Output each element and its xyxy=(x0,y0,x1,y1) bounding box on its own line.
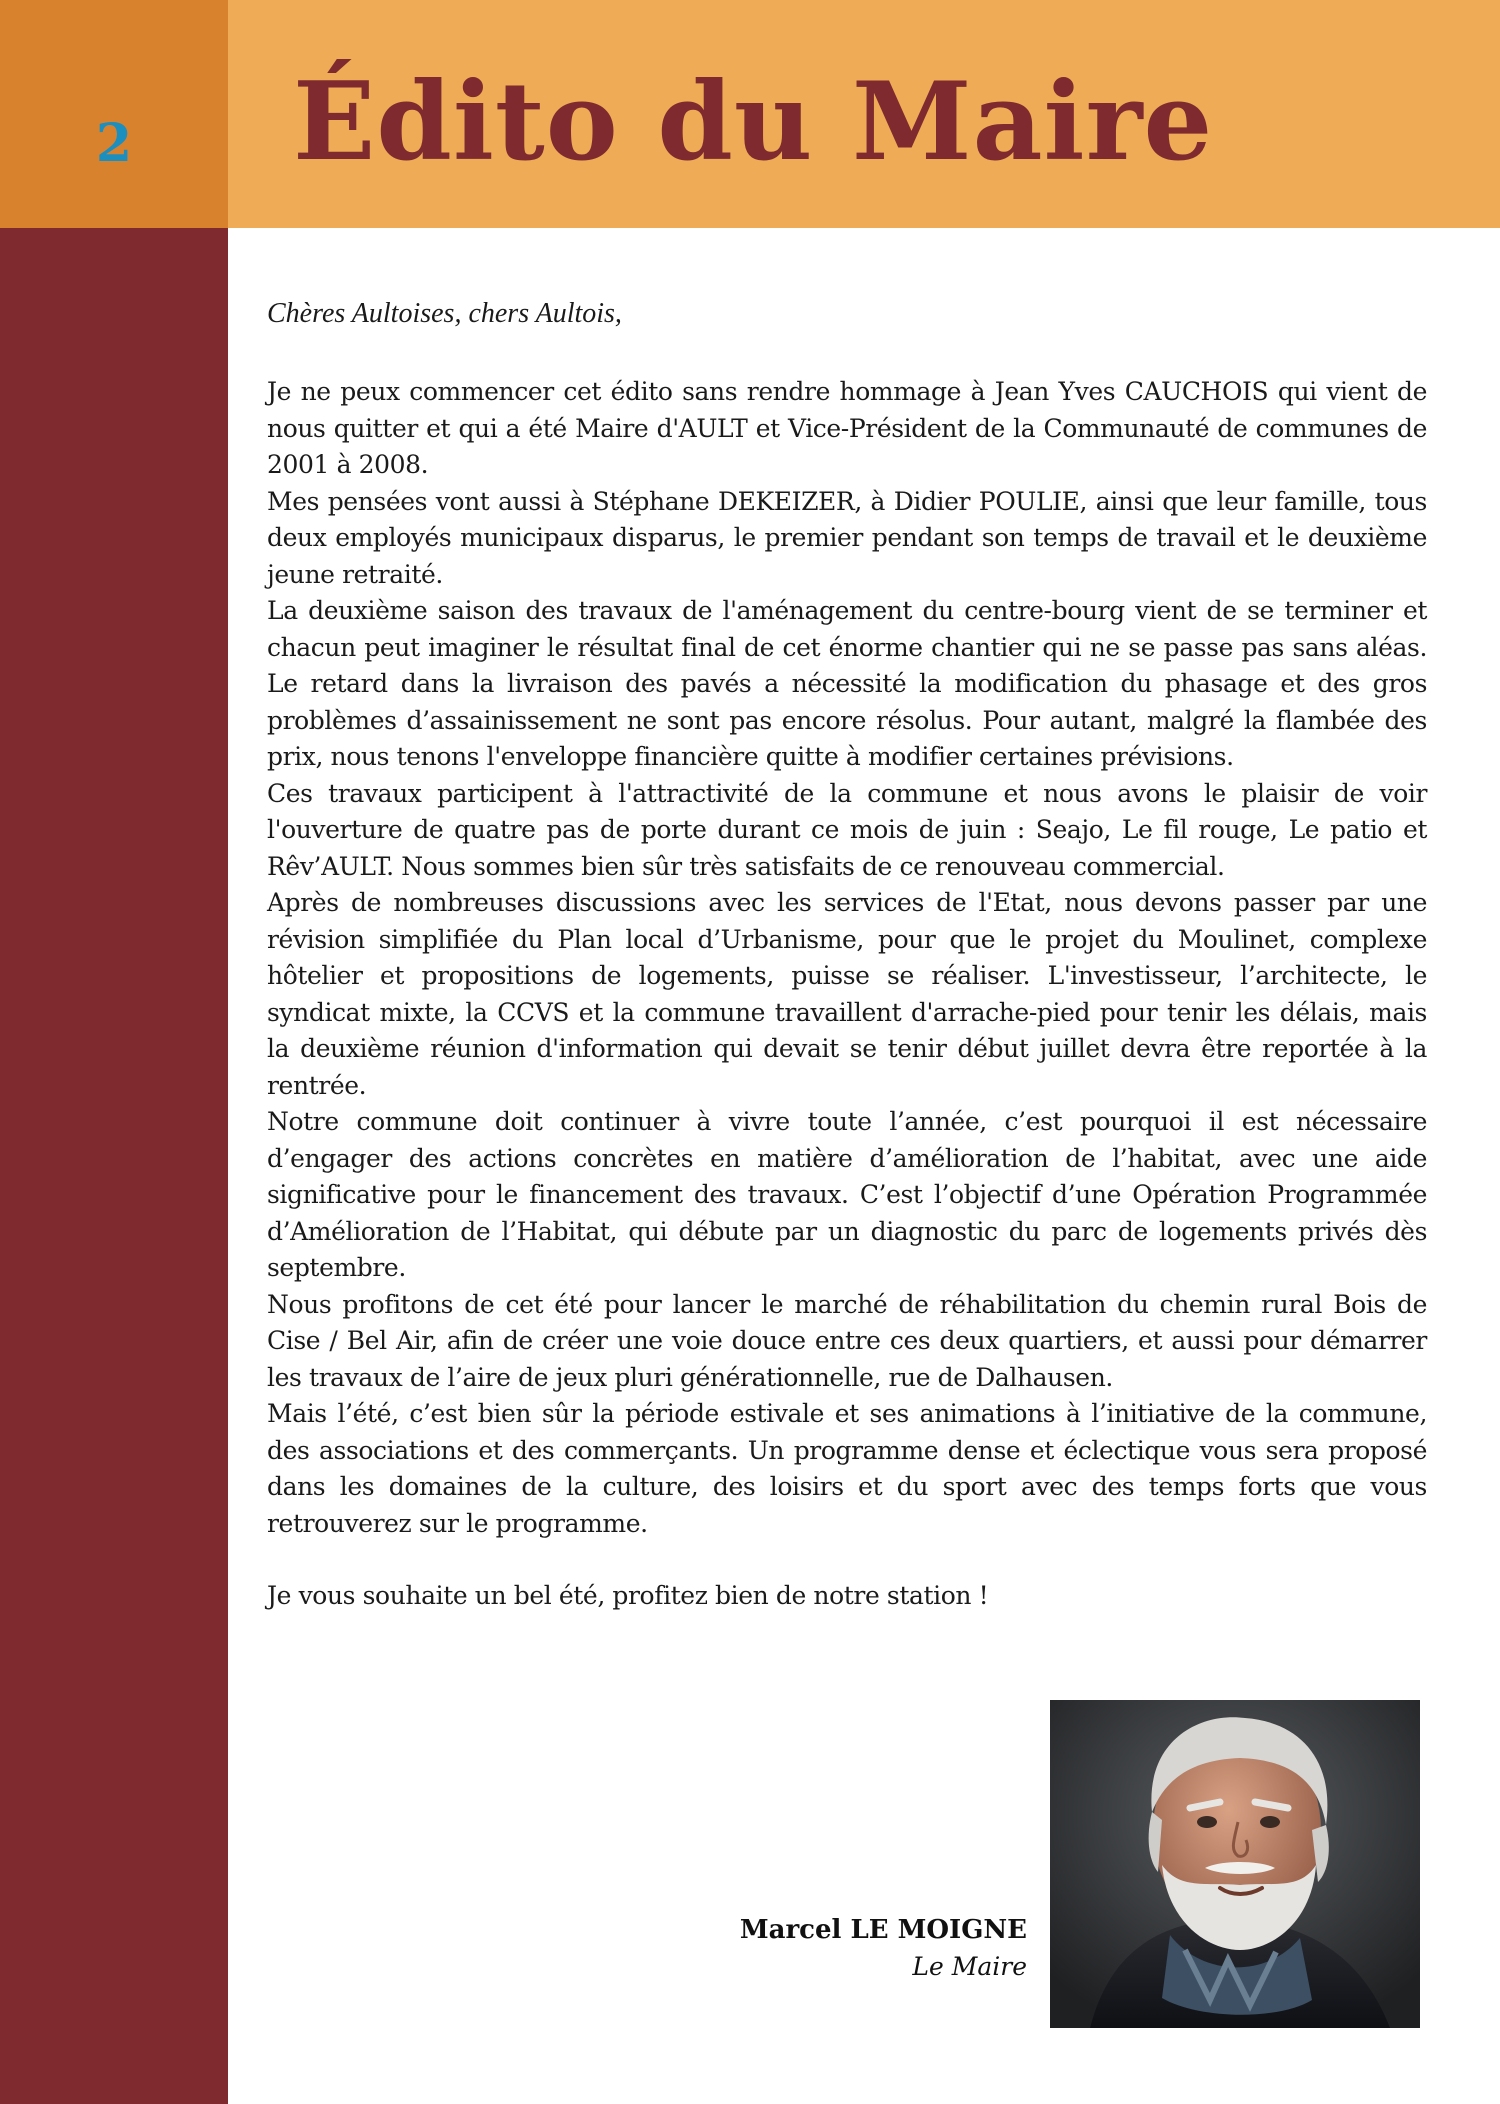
paragraph: Nous profitons de cet été pour lancer le marché de réhabilitation du chemin rural Bois de Cise / Bel Air, afin de créer une voie douce entre ces deux quartiers, et aussi pour démarrer les travaux de l’aire de jeux pluri générationnelle, rue de Dalhausen. xyxy=(267,1289,1427,1392)
paragraph: Mes pensées vont aussi à Stéphane DEKEIZER, à Didier POULIE, ainsi que leur famille, tous deux employés municipaux disparus, le premier pendant son temps de travail et le deuxième jeune retraité. xyxy=(267,486,1427,589)
paragraph: Je ne peux commencer cet édito sans rendre hommage à Jean Yves CAUCHOIS qui vient de nous quitter et qui a été Maire d'AULT et Vice-Président de la Communauté de communes de 2001 à 2008. xyxy=(267,377,1427,479)
page-title: Édito du Maire xyxy=(293,59,1214,185)
paragraph: Après de nombreuses discussions avec les services de l'Etat, nous devons passer par une révision simplifiée du Plan local d’Urbanisme, pour que le projet du Moulinet, complexe hôtelier et propositions de logements, puisse se réaliser. L'investisseur, l’architecte, le syndicat mixte, la CCVS et la commune travaillent d'arrache-pied pour tenir les délais, mais la deuxième réunion d'information qui devait se tenir début juillet devra être reportée à la rentrée. xyxy=(267,888,1427,1100)
salutation: Chères Aultoises, chers Aultois, xyxy=(267,298,622,329)
page-number-box xyxy=(0,0,228,228)
paragraph: Mais l’été, c’est bien sûr la période estivale et ses animations à l’initiative de la commune, des associations et des commerçants. Un programme dense et éclectique vous sera proposé dans les domaines de la culture, des loisirs et du sport avec des temps forts que vous retrouverez sur le programme. xyxy=(267,1399,1427,1538)
signature-role: Le Maire xyxy=(912,1952,1027,1981)
paragraph: Ces travaux participent à l'attractivité de la commune et nous avons le plaisir de voir l'ouverture de quatre pas de porte durant ce mois de juin : Seajo, Le fil rouge, Le patio et Rêv’AULT. Nous sommes bien sûr très satisfaits de ce renouveau commercial. xyxy=(267,778,1427,881)
mayor-portrait-photo xyxy=(1050,1700,1420,2028)
signature-name: Marcel LE MOIGNE xyxy=(739,1915,1027,1945)
signature-block xyxy=(600,1912,1027,1986)
page-number: 2 xyxy=(95,113,133,174)
paragraph: La deuxième saison des travaux de l'aménagement du centre-bourg vient de se terminer et chacun peut imaginer le résultat final de cet énorme chantier qui ne se passe pas sans aléas. Le retard dans la livraison des pavés a nécessité la modification du phasage et des gros problèmes d’assainissement ne sont pas encore résolus. Pour autant, malgré la flambée des prix, nous tenons l'enveloppe financière quitte à modifier certaines prévisions. xyxy=(267,596,1427,771)
header-band xyxy=(228,0,1500,228)
left-color-band xyxy=(0,0,228,2104)
closing-line: Je vous souhaite un bel été, profitez bien de notre station ! xyxy=(267,1581,989,1610)
editorial-body xyxy=(267,296,1427,1615)
paragraph: Notre commune doit continuer à vivre toute l’année, c’est pourquoi il est nécessaire d’engager des actions concrètes en matière d’amélioration de l’habitat, avec une aide significative pour le financement des travaux. C’est l’objectif d’une Opération Programmée d’Amélioration de l’Habitat, qui débute par un diagnostic du parc de logements privés dès septembre. xyxy=(267,1107,1427,1282)
